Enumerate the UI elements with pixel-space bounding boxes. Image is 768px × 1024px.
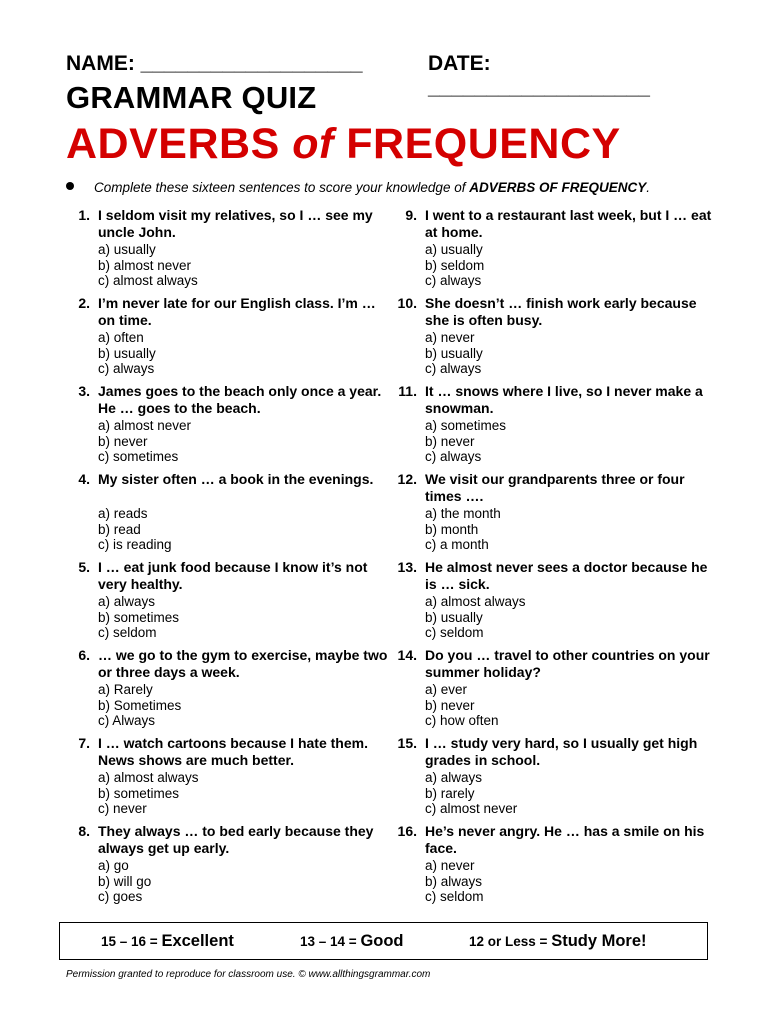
answer-option-b[interactable]: b) rarely <box>425 785 475 801</box>
answer-option-a[interactable]: a) Rarely <box>98 682 153 697</box>
answer-options <box>425 858 484 905</box>
questions-right-column <box>389 207 712 911</box>
question-stem: I’m never late for our English class. I’m … on time. <box>98 295 376 328</box>
question-item <box>389 383 709 471</box>
question-number: 16. <box>397 823 417 839</box>
score-range-1-text: 15 – 16 = <box>101 934 162 949</box>
question-item <box>62 559 382 647</box>
question-item <box>389 295 709 383</box>
answer-options <box>425 418 506 465</box>
answer-option-c[interactable]: c) seldom <box>425 889 484 904</box>
question-number: 10. <box>397 295 417 311</box>
question-stem: James goes to the beach only once a year. He … goes to the beach. <box>98 383 382 416</box>
question-item <box>62 383 382 471</box>
answer-option-c[interactable]: c) sometimes <box>98 449 179 464</box>
answer-options <box>425 682 499 729</box>
answer-option-b[interactable]: b) seldom <box>425 257 485 273</box>
date-field-label: DATE: ___________________ <box>428 52 650 99</box>
score-range-3 <box>469 932 647 951</box>
question-item <box>62 735 382 823</box>
instructions-emphasis: ADVERBS OF FREQUENCY <box>469 180 647 195</box>
answer-options <box>425 242 484 289</box>
questions-left-column <box>62 207 388 911</box>
question-number: 3. <box>78 383 90 399</box>
subtitle-part-3: FREQUENCY <box>333 120 621 168</box>
answer-option-b[interactable]: b) will go <box>98 873 152 889</box>
answer-option-b[interactable]: b) never <box>425 697 475 713</box>
question-item <box>389 559 709 647</box>
answer-option-c[interactable]: c) never <box>98 801 147 816</box>
question-number: 5. <box>78 559 90 575</box>
answer-option-a[interactable]: a) often <box>98 330 144 345</box>
question-number: 8. <box>78 823 90 839</box>
answer-options <box>98 858 151 905</box>
question-stem: She doesn’t … finish work early because she is often busy. <box>425 295 697 328</box>
question-number: 9. <box>405 207 417 223</box>
question-stem: He’s never angry. He … has a smile on his face. <box>425 823 705 856</box>
answer-option-c[interactable]: c) always <box>98 361 155 376</box>
question-number: 15. <box>397 735 417 751</box>
question-stem: I seldom visit my relatives, so I … see my uncle John. <box>98 207 373 240</box>
question-stem: I … study very hard, so I usually get high grades in school. <box>425 735 698 768</box>
instructions <box>66 180 726 195</box>
score-box <box>59 922 708 960</box>
answer-option-c[interactable]: c) seldom <box>98 625 157 640</box>
answer-option-b[interactable]: b) read <box>98 521 141 537</box>
question-stem: We visit our grandparents three or four times …. <box>425 471 685 504</box>
answer-option-a[interactable]: a) almost never <box>98 418 192 433</box>
answer-options <box>425 594 526 641</box>
footer-permission: Permission granted to reproduce for classroom use. © www.allthingsgrammar.com <box>66 969 431 980</box>
answer-option-a[interactable]: a) always <box>98 594 156 609</box>
answer-option-c[interactable]: c) always <box>425 273 482 288</box>
quiz-title: GRAMMAR QUIZ <box>66 80 317 115</box>
answer-options <box>425 330 483 377</box>
subtitle-part-1: ADVERBS <box>66 120 293 168</box>
answer-option-b[interactable]: b) sometimes <box>98 609 180 625</box>
question-number: 11. <box>398 383 417 399</box>
answer-option-a[interactable]: a) usually <box>425 242 483 257</box>
answer-options <box>98 682 181 729</box>
answer-option-b[interactable]: b) Sometimes <box>98 697 182 713</box>
answer-option-c[interactable]: c) Always <box>98 713 156 728</box>
answer-options <box>98 242 198 289</box>
answer-options <box>98 330 156 377</box>
question-item <box>62 207 382 295</box>
question-stem: … we go to the gym to exercise, maybe two or three days a week. <box>98 647 388 680</box>
score-range-2-text: 13 – 14 = <box>300 934 361 949</box>
answer-option-c[interactable]: c) always <box>425 449 482 464</box>
question-stem: I … eat junk food because I know it’s not very healthy. <box>98 559 368 592</box>
answer-option-b[interactable]: b) usually <box>98 345 156 361</box>
answer-option-a[interactable]: a) never <box>425 858 475 873</box>
answer-option-a[interactable]: a) usually <box>98 242 156 257</box>
score-range-3-text: 12 or Less = <box>469 934 552 949</box>
answer-options <box>425 506 501 553</box>
question-stem: They always … to bed early because they always get up early. <box>98 823 374 856</box>
question-number: 14. <box>397 647 417 663</box>
answer-option-b[interactable]: b) almost never <box>98 257 192 273</box>
score-range-3-label: Study More! <box>551 932 647 950</box>
answer-option-a[interactable]: a) almost always <box>425 594 526 609</box>
answer-option-c[interactable]: c) seldom <box>425 625 484 640</box>
answer-options <box>98 770 199 817</box>
question-stem: He almost never sees a doctor because he is … sick. <box>425 559 708 592</box>
answer-option-a[interactable]: a) go <box>98 858 129 873</box>
question-number: 7. <box>78 735 90 751</box>
question-number: 2. <box>78 295 90 311</box>
question-item <box>62 647 388 735</box>
answer-option-a[interactable]: a) ever <box>425 682 468 697</box>
question-item <box>389 823 709 911</box>
instructions-text: Complete these sixteen sentences to score your knowledge of <box>94 180 470 195</box>
question-item <box>389 735 709 823</box>
answer-option-a[interactable]: a) almost always <box>98 770 199 785</box>
score-range-2-label: Good <box>360 932 404 950</box>
question-item <box>62 823 382 911</box>
instructions-end: . <box>646 180 651 195</box>
bullet-icon <box>66 182 74 190</box>
question-number: 12. <box>397 471 417 487</box>
answer-options <box>425 770 517 817</box>
answer-option-b[interactable]: b) month <box>425 521 479 537</box>
question-number: 13. <box>397 559 417 575</box>
question-number: 4. <box>78 471 90 487</box>
answer-option-c[interactable]: c) goes <box>98 889 143 904</box>
answer-option-b[interactable]: b) never <box>98 433 148 449</box>
question-stem: Do you … travel to other countries on your summer holiday? <box>425 647 710 680</box>
answer-option-c[interactable]: c) is reading <box>98 537 172 552</box>
question-number: 1. <box>78 207 90 223</box>
answer-options <box>98 506 172 553</box>
answer-option-a[interactable]: a) reads <box>98 506 148 521</box>
question-stem: My sister often … a book in the evenings. <box>98 471 374 487</box>
answer-option-a[interactable]: a) never <box>425 330 475 345</box>
question-item <box>389 207 712 295</box>
score-range-2 <box>300 932 404 951</box>
answer-option-a[interactable]: a) the month <box>425 506 501 521</box>
question-stem: I went to a restaurant last week, but I … eat at home. <box>425 207 712 240</box>
answer-option-c[interactable]: c) always <box>425 361 482 376</box>
question-item <box>389 647 709 735</box>
quiz-subtitle <box>66 120 621 169</box>
question-item <box>389 471 709 559</box>
question-stem: I … watch cartoons because I hate them. News shows are much better. <box>98 735 368 768</box>
answer-option-c[interactable]: c) almost always <box>98 273 198 288</box>
answer-options <box>98 594 179 641</box>
answer-option-c[interactable]: c) almost never <box>425 801 518 816</box>
answer-option-b[interactable]: b) never <box>425 433 475 449</box>
answer-option-a[interactable]: a) always <box>425 770 483 785</box>
answer-option-a[interactable]: a) sometimes <box>425 418 507 433</box>
answer-option-b[interactable]: b) always <box>425 873 483 889</box>
answer-option-c[interactable]: c) how often <box>425 713 499 728</box>
answer-option-b[interactable]: b) usually <box>425 345 483 361</box>
answer-option-b[interactable]: b) sometimes <box>98 785 180 801</box>
answer-options <box>98 418 191 465</box>
answer-option-c[interactable]: c) a month <box>425 537 489 552</box>
subtitle-part-2: of <box>292 120 334 168</box>
answer-option-b[interactable]: b) usually <box>425 609 483 625</box>
score-range-1 <box>101 932 234 951</box>
question-number: 6. <box>78 647 90 663</box>
question-item <box>62 295 382 383</box>
question-item <box>62 471 382 559</box>
name-field-label: NAME: ___________________ <box>66 52 363 75</box>
question-stem: It … snows where I live, so I never make a snowman. <box>425 383 703 416</box>
score-range-1-label: Excellent <box>161 932 234 950</box>
